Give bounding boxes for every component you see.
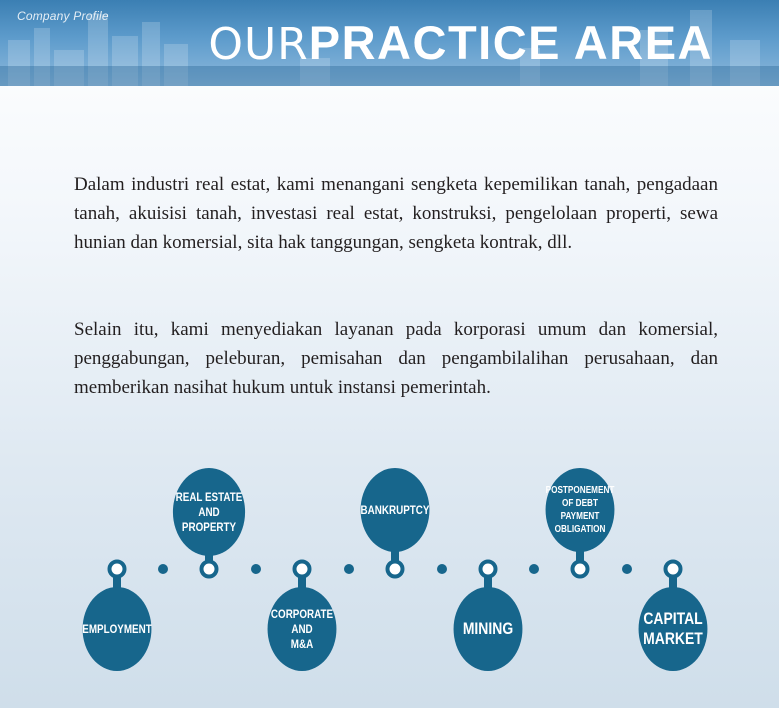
intro-paragraph: Dalam industri real estat, kami menangani sengketa kepemilikan tanah, pengadaan tanah, akuisisi tanah, investasi real estat, konstruksi, pengelolaan properti, sewa hunian dan komersial, sita hak tanggungan, sengketa kontrak, dll. — [74, 174, 718, 253]
title-bold: PRACTICE AREA — [308, 16, 713, 69]
page-title — [208, 16, 713, 70]
services-paragraph: Selain itu, kami menyediakan layanan pada korporasi umum dan komersial, penggabungan, peleburan, pemisahan dan pengambilalihan perusahaan, dan memberikan nasihat hukum untuk instansi pemerintah. — [74, 319, 718, 398]
practice-bankruptcy: BANKRUPTCY — [361, 468, 430, 552]
header-banner — [0, 0, 779, 86]
practice-areas-diagram — [0, 440, 779, 708]
practice-employment: EMPLOYMENT — [83, 587, 152, 671]
practice-mining: MINING — [454, 587, 523, 671]
practice-real-estate-property: REAL ESTATE AND PROPERTY — [173, 468, 245, 556]
page-subtitle: Company Profile — [17, 9, 109, 23]
practice-capital-market: CAPITAL MARKET — [639, 587, 708, 671]
title-light: OUR — [208, 19, 309, 70]
practice-postponement-debt: POSTPONEMENT OF DEBT PAYMENT OBLIGATION — [546, 468, 615, 552]
practice-corporate-ma: CORPORATE AND M&A — [268, 587, 337, 671]
